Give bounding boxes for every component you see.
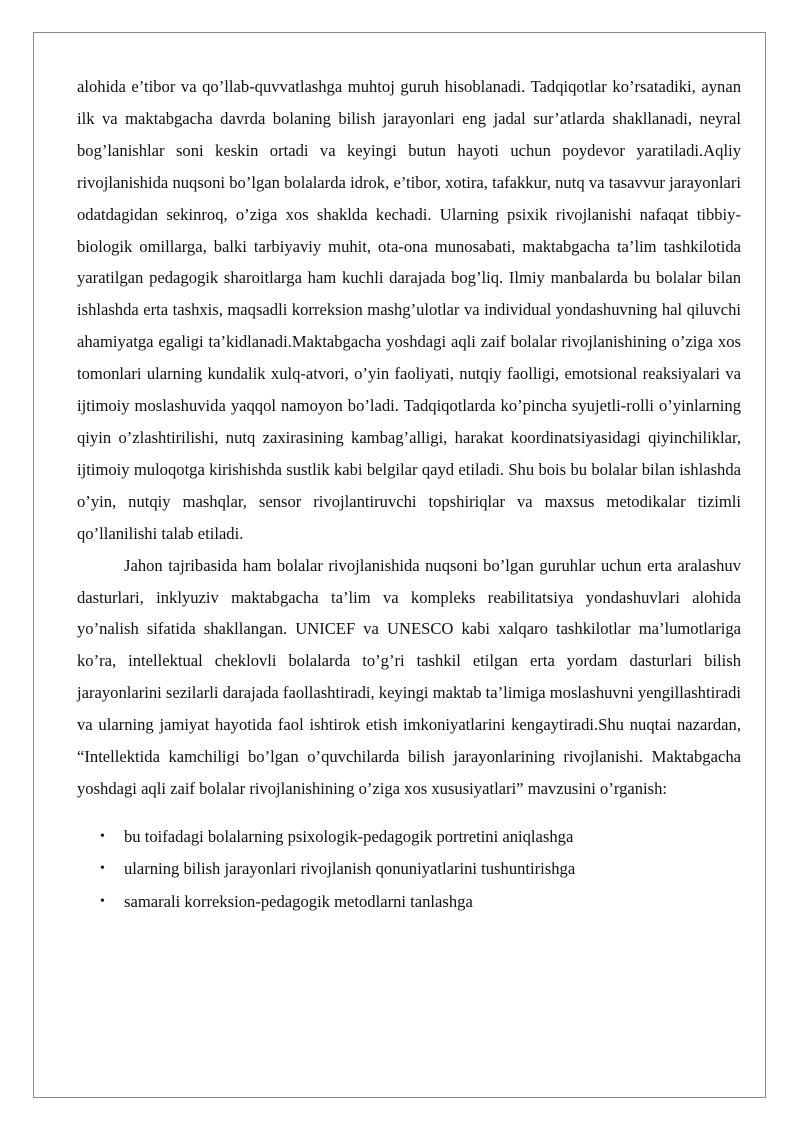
- bullet-icon: •: [100, 861, 105, 877]
- paragraph-1: alohida e’tibor va qo’llab-quvvatlashga muhtoj guruh hisoblanadi. Tadqiqotlar ko’rsatadiki, aynan ilk va maktabgacha davrda bolaning bilish jarayonlari eng jadal sur’atlarda shakllanadi, neyral bog’lanishlar soni keskin ortadi va keyingi butun hayoti uchun poydevor yaratiladi.Aqliy rivojlanishida nuqsoni bo’lgan bolalarda idrok, e’tibor, xotira, tafakkur, nutq va tasavvur jarayonlari odatdagidan sekinroq, o’ziga xos shaklda kechadi. Ularning psixik rivojlanishi nafaqat tibbiy-biologik omillarga, balki tarbiyaviy muhit, ota-ona munosabati, maktabgacha ta’lim tashkilotida yaratilgan pedagogik sharoitlarga ham kuchli darajada bog’liq. Ilmiy manbalarda bu bolalar bilan ishlashda erta tashxis, maqsadli korreksion mashg’ulotlar va individual yondashuvning hal qiluvchi ahamiyatga egaligi ta’kidlanadi.Maktabgacha yoshdagi aqli zaif bolalar rivojlanishining o’ziga xos tomonlari ularning kundalik xulq-atvori, o’yin faoliyati, nutqiy faolligi, emotsional reaksiyalari va ijtimoiy moslashuvida yaqqol namoyon bo’ladi. Tadqiqotlarda ko’pincha syujetli-rolli o’yinlarning qiyin o’zlashtirilishi, nutq zaxirasining kambag’alligi, harakat koordinatsiyasidagi qiyinchiliklar, ijtimoiy muloqotga kirishishda sustlik kabi belgilar qayd etiladi. Shu bois bu bolalar bilan ishlashda o’yin, nutqiy mashqlar, sensor rivojlantiruvchi topshiriqlar va maxsus metodikalar tizimli qo’llanilishi talab etiladi.: [77, 77, 741, 543]
- list-item-text: samarali korreksion-pedagogik metodlarni tanlashga: [124, 891, 473, 911]
- paragraph-2: Jahon tajribasida ham bolalar rivojlanishida nuqsoni bo’lgan guruhlar uchun erta aralashuv dasturlari, inklyuziv maktabgacha ta’lim va kompleks reabilitatsiya yondashuvlari alohida yo’nalish sifatida shakllangan. UNICEF va UNESCO kabi xalqaro tashkilotlar ma’lumotlariga ko’ra, intellektual cheklovli bolalarda to’g’ri tashkil etilgan erta yordam dasturlari bilish jarayonlarini sezilarli darajada faollashtiradi, keyingi maktab ta’limiga moslashuvni yengillashtiradi va ularning jamiyat hayotida faol ishtirok etish imkoniyatlarini kengaytiradi.Shu nuqtai nazardan, “Intellektida kamchiligi bo’lgan o’quvchilarda bilish jarayonlarining rivojlanishi. Maktabgacha yoshdagi aqli zaif bolalar rivojlanishining o’ziga xos xususiyatlari” mavzusini o’rganish:: [77, 555, 742, 798]
- bullet-list: [77, 821, 741, 919]
- bullet-icon: •: [100, 893, 105, 909]
- list-item: [77, 886, 741, 919]
- bullet-icon: •: [100, 828, 105, 844]
- document-body: [77, 71, 741, 918]
- list-item: [77, 853, 741, 886]
- list-item: [77, 821, 741, 854]
- list-item-text: bu toifadagi bolalarning psixologik-pedagogik portretini aniqlashga: [124, 826, 574, 846]
- list-item-text: ularning bilish jarayonlari rivojlanish qonuniyatlarini tushuntirishga: [124, 859, 576, 879]
